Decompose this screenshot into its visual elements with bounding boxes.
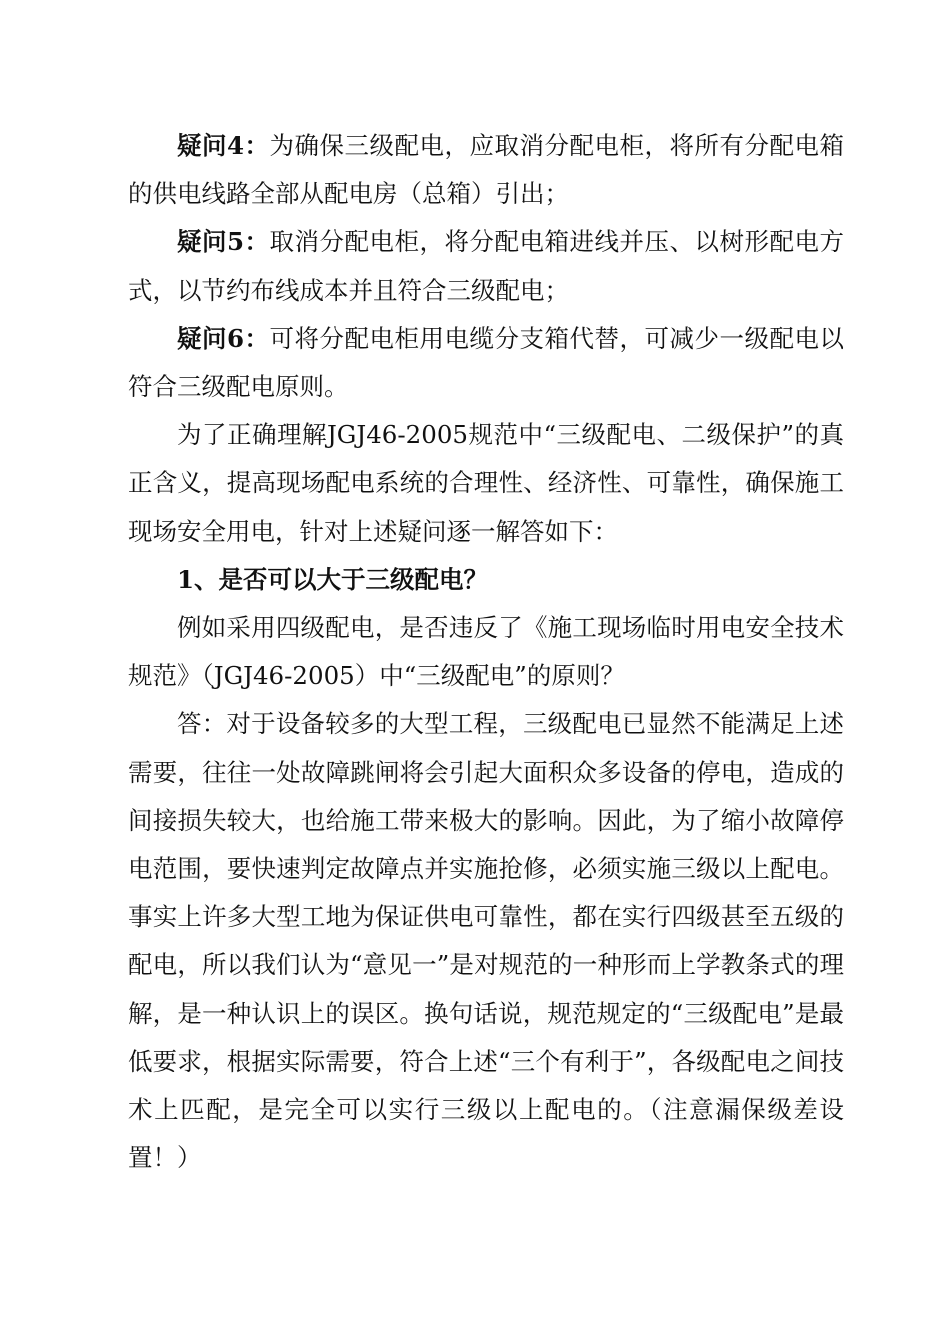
intro-paragraph: 为了正确理解JGJ46-2005规范中“三级配电、二级保护”的真正含义，提高现场配电系统的合理性、经济性、可靠性，确保施工现场安全用电，针对上述疑问逐一解答如下： [128, 420, 844, 546]
answer-paragraph: 答：对于设备较多的大型工程，三级配电已显然不能满足上述需要，往往一处故障跳闸将会引起大面积众多设备的停电，造成的间接损失较大，也给施工带来极大的影响。因此，为了缩小故障停电范围，要快速判定故障点并实施抢修，必须实施三级以上配电。事实上许多大型工地为保证供电可靠性，都在实行四级甚至五级的配电，所以我们认为“意见一”是对规范的一种形而上学教条式的理解，是一种认识上的误区。换句话说，规范规定的“三级配电”是最低要求，根据实际需要，符合上述“三个有利于”，各级配电之间技术上匹配，是完全可以实行三级以上配电的。（注意漏保级差设置！） [128, 709, 844, 1173]
question-5-label: 疑问5： [177, 227, 270, 257]
question-6-text: 可将分配电柜用电缆分支箱代替，可减少一级配电以符合三级配电原则。 [128, 323, 845, 402]
question-4-paragraph [128, 122, 844, 218]
question-5-paragraph [128, 218, 844, 314]
example-question-paragraph: 例如采用四级配电，是否违反了《施工现场临时用电安全技术规范》（JGJ46-2005）中“三级配电”的原则？ [128, 613, 844, 691]
question-6-paragraph [128, 315, 844, 411]
question-4-label: 疑问4： [177, 131, 270, 160]
question-6-label: 疑问6： [177, 323, 270, 353]
document-page [128, 122, 844, 1182]
question-4-text: 为确保三级配电，应取消分配电柜，将所有分配电箱的供电线路全部从配电房（总箱）引出； [128, 131, 845, 209]
section-heading: 1、是否可以大于三级配电？ [177, 564, 489, 594]
question-5-text: 取消分配电柜，将分配电箱进线并压、以树形配电方式，以节约布线成本并且符合三级配电； [128, 227, 845, 305]
